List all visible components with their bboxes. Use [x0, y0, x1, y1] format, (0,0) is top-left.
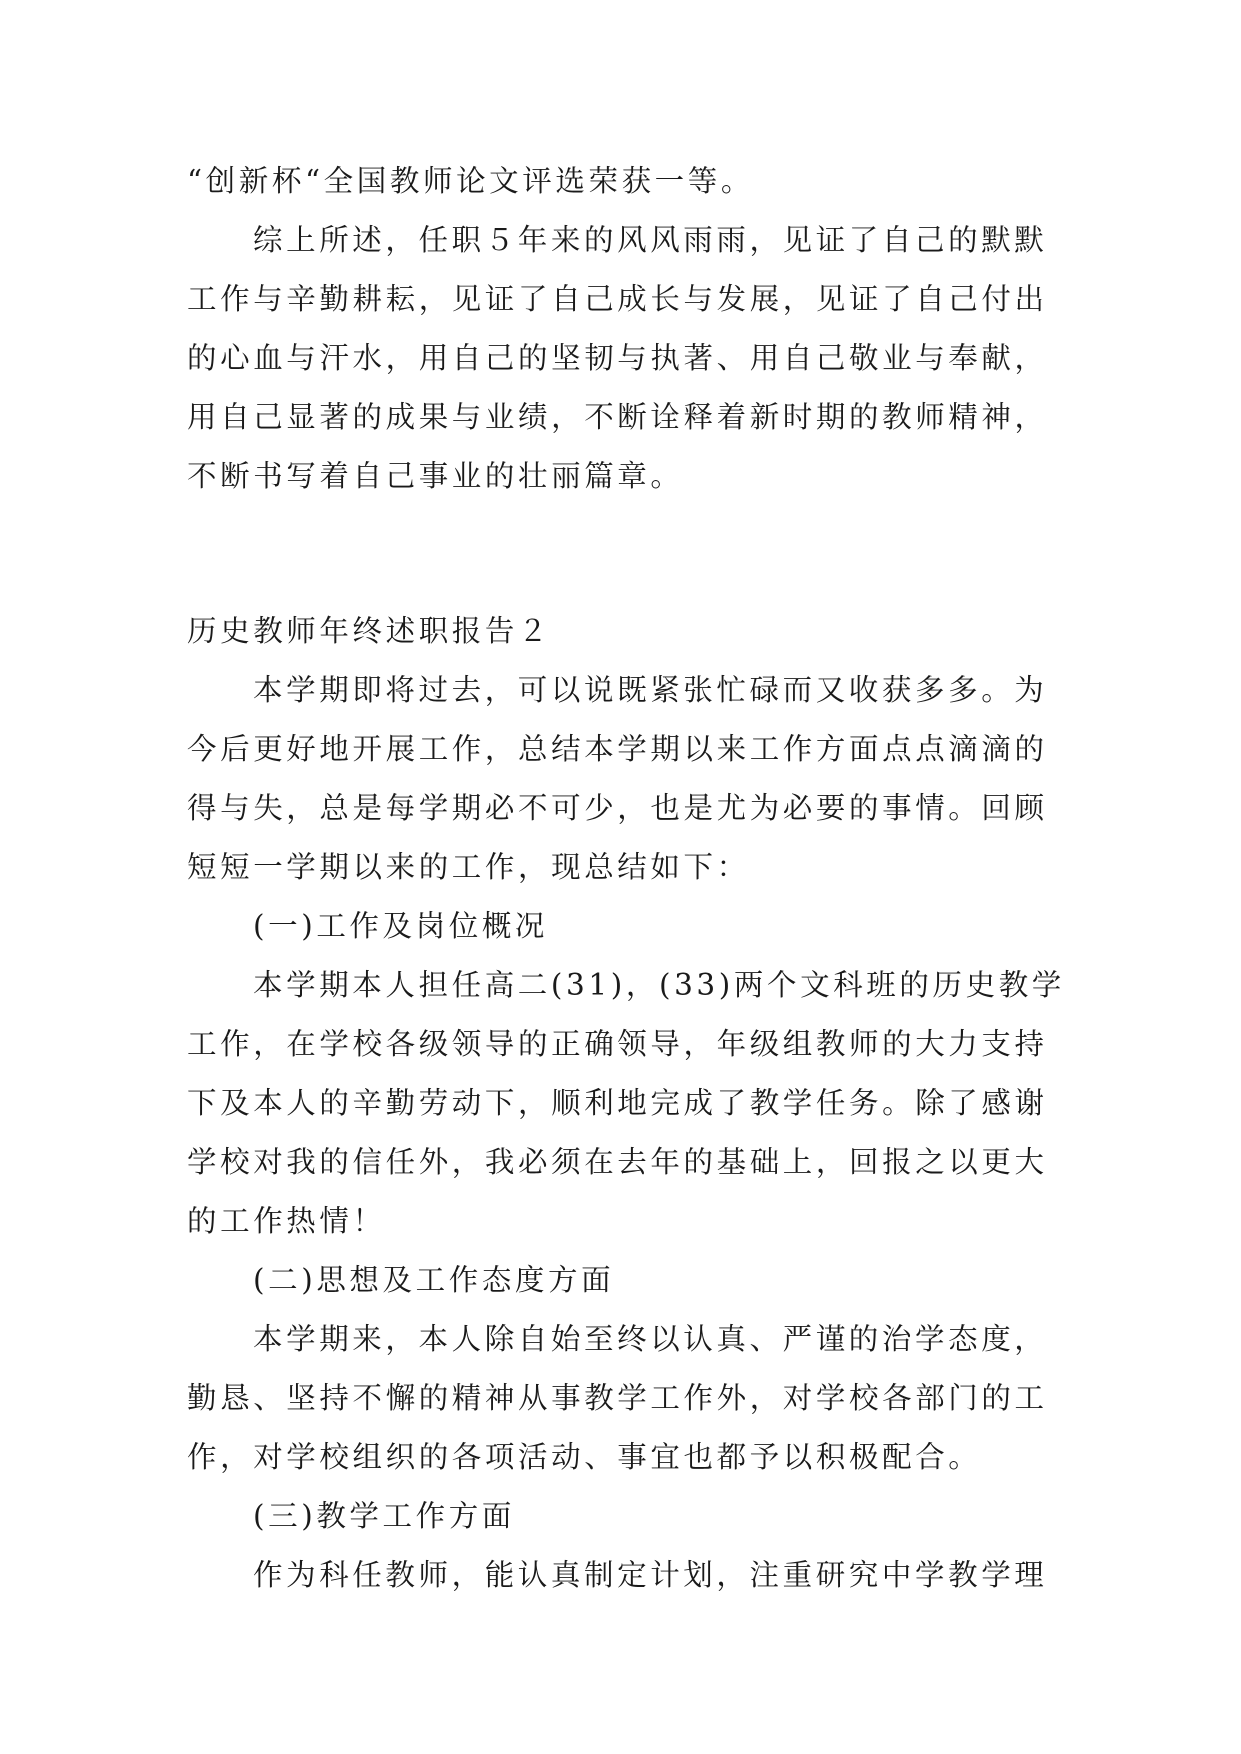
paragraph-line: 学校对我的信任外，我必须在去年的基础上，回报之以更大 — [187, 1145, 1048, 1179]
paragraph-line: 工作，在学校各级领导的正确领导，年级组教师的大力支持 — [187, 1027, 1048, 1061]
paragraph-line: 工作与辛勤耕耘，见证了自己成长与发展，见证了自己付出 — [187, 282, 1048, 316]
subheading: (二)思想及工作态度方面 — [253, 1263, 615, 1297]
paragraph-line: 用自己显著的成果与业绩，不断诠释着新时期的教师精神， — [187, 400, 1048, 434]
paragraph-line: 的工作热情！ — [187, 1204, 386, 1238]
paragraph-line: 本学期本人担任高二(31)，(33)两个文科班的历史教学 — [253, 968, 1065, 1002]
paragraph-line: 下及本人的辛勤劳动下，顺利地完成了教学任务。除了感谢 — [187, 1086, 1048, 1120]
paragraph-line: 作，对学校组织的各项活动、事宜也都予以积极配合。 — [187, 1440, 982, 1474]
paragraph-line: 得与失，总是每学期必不可少，也是尤为必要的事情。回顾 — [187, 791, 1048, 825]
paragraph-line: 不断书写着自己事业的壮丽篇章。 — [187, 459, 684, 493]
paragraph-line: 短短一学期以来的工作，现总结如下： — [187, 850, 750, 884]
paragraph-line: 本学期来，本人除自始至终以认真、严谨的治学态度， — [253, 1322, 1048, 1356]
paragraph-line: 今后更好地开展工作，总结本学期以来工作方面点点滴滴的 — [187, 732, 1048, 766]
paragraph-line: 本学期即将过去，可以说既紧张忙碌而又收获多多。为 — [253, 673, 1048, 707]
subheading: (一)工作及岗位概况 — [253, 909, 549, 943]
document-body — [187, 152, 1065, 1605]
section-gap — [187, 506, 1047, 602]
section-title: 历史教师年终述职报告２ — [187, 614, 552, 648]
paragraph-line: 作为科任教师，能认真制定计划，注重研究中学教学理 — [253, 1558, 1048, 1592]
paragraph-line: 的心血与汗水，用自己的坚韧与执著、用自己敬业与奉献， — [187, 341, 1048, 375]
paragraph-line: 勤恳、坚持不懈的精神从事教学工作外，对学校各部门的工 — [187, 1381, 1048, 1415]
paragraph-line: 综上所述，任职５年来的风风雨雨，见证了自己的默默 — [253, 223, 1048, 257]
paragraph-line: “创新杯“全国教师论文评选荣获一等。 — [187, 164, 754, 198]
subheading: (三)教学工作方面 — [253, 1499, 515, 1533]
